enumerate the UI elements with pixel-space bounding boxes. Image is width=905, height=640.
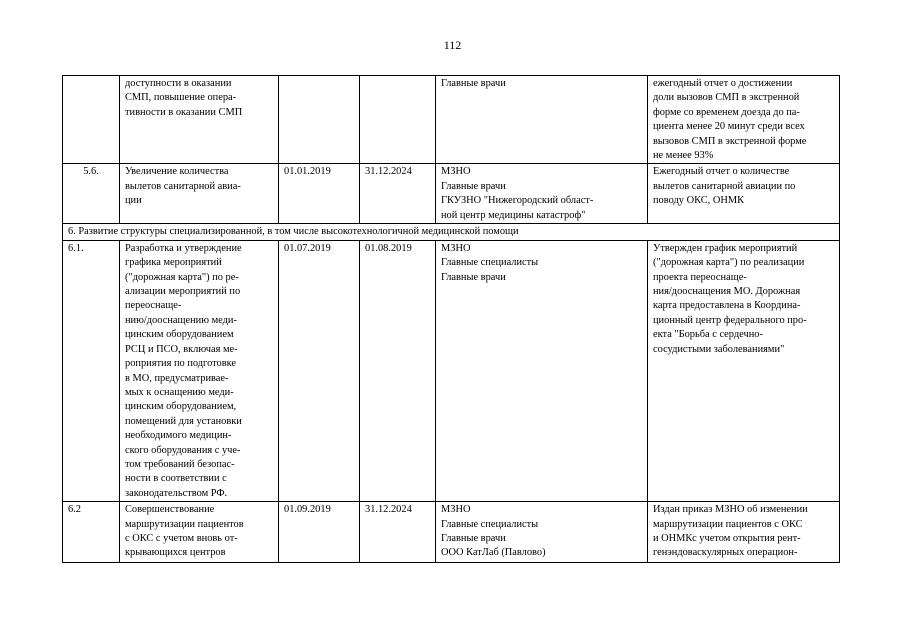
start-date-cell: 01.01.2019	[279, 164, 360, 224]
event-line: маршрутизации пациентов	[125, 518, 244, 530]
measures-table	[62, 75, 840, 563]
responsible-line: Главные специалисты	[441, 518, 539, 530]
responsible-line: ной центр медицины катастроф"	[441, 209, 586, 221]
result-cell	[648, 502, 840, 563]
responsible-line: Главные врачи	[441, 532, 506, 544]
event-line: Разработка и утверждение	[125, 242, 242, 254]
event-line: ского оборудования с уче-	[125, 444, 241, 456]
event-cell	[120, 502, 279, 563]
end-date-cell	[360, 76, 436, 164]
table-row	[63, 240, 840, 501]
event-line: крывающихся центров	[125, 547, 226, 559]
event-line: цинским оборудованием	[125, 329, 234, 341]
event-line: том требований безопас-	[125, 458, 235, 470]
result-line: ния/дооснащения МО. Дорожная	[653, 286, 801, 298]
row-number: 6.2	[63, 502, 120, 563]
event-line: ности в соответствии с	[125, 473, 227, 485]
event-line: ("дорожная карта") по ре-	[125, 271, 239, 283]
event-line: ализации мероприятий по	[125, 286, 241, 298]
result-line: вылетов санитарной авиации по	[653, 180, 796, 192]
responsible-line: Главные врачи	[441, 180, 506, 192]
responsible-line: ООО КатЛаб (Павлово)	[441, 547, 546, 559]
event-line: с ОКС с учетом вновь от-	[125, 532, 238, 544]
result-line: генэндоваскулярных операцион-	[653, 547, 798, 559]
result-line: ("дорожная карта") по реализации	[653, 257, 805, 269]
event-line: цинским оборудованием,	[125, 401, 237, 413]
result-line: не менее 93%	[653, 150, 714, 162]
result-line: Ежегодный отчет о количестве	[653, 166, 790, 178]
responsible-line: МЗНО	[441, 242, 471, 254]
event-line: доступности в оказании	[125, 78, 232, 89]
row-number: 5.6.	[63, 164, 120, 224]
responsible-cell	[436, 164, 648, 224]
result-line: проекта переоснаще-	[653, 271, 747, 283]
section-title: 6. Развитие структуры специализированной, в том числе высокотехнологичной медицинской помощи	[63, 224, 840, 240]
event-line: в МО, предусматривае-	[125, 372, 229, 384]
event-line: графика мероприятий	[125, 257, 222, 269]
row-number: 6.1.	[63, 240, 120, 501]
result-line: ционный центр федерального про-	[653, 314, 807, 326]
event-line: нию/дооснащению меди-	[125, 314, 237, 326]
result-line: Издан приказ МЗНО об изменении	[653, 504, 808, 516]
responsible-line: МЗНО	[441, 504, 471, 516]
result-line: вызовов СМП в экстренной форме	[653, 135, 807, 147]
event-line: роприятия по подготовке	[125, 358, 237, 370]
responsible-cell	[436, 76, 648, 164]
event-line: Совершенствование	[125, 504, 215, 516]
event-cell	[120, 240, 279, 501]
responsible-line: ГКУЗНО "Нижегородский област-	[441, 195, 594, 207]
result-line: сосудистыми заболеваниями"	[653, 343, 785, 355]
end-date-cell: 31.12.2024	[360, 164, 436, 224]
end-date-cell: 01.08.2019	[360, 240, 436, 501]
responsible-cell	[436, 240, 648, 501]
event-line: переоснаще-	[125, 300, 182, 312]
result-cell	[648, 164, 840, 224]
result-line: поводу ОКС, ОНМК	[653, 195, 745, 207]
event-cell	[120, 76, 279, 164]
table-row	[63, 502, 840, 563]
result-line: и ОНМКс учетом открытия рент-	[653, 532, 801, 544]
end-date-cell: 31.12.2024	[360, 502, 436, 563]
event-line: необходимого медицин-	[125, 430, 232, 442]
event-line: СМП, повышение опера-	[125, 92, 237, 104]
responsible-line: Главные специалисты	[441, 257, 539, 269]
result-cell	[648, 76, 840, 164]
result-line: екта "Борьба с сердечно-	[653, 329, 763, 341]
event-line: законодательством РФ.	[125, 487, 228, 499]
section-row	[63, 224, 840, 240]
responsible-cell	[436, 502, 648, 563]
event-cell	[120, 164, 279, 224]
event-line: мых к оснащению меди-	[125, 386, 234, 398]
result-line: маршрутизации пациентов с ОКС	[653, 518, 803, 530]
event-line: вылетов санитарной авиа-	[125, 180, 241, 192]
result-line: циента менее 20 минут среди всех	[653, 121, 805, 133]
responsible-line: Главные врачи	[441, 78, 506, 89]
row-number	[63, 76, 120, 164]
event-line: тивности в оказании СМП	[125, 106, 243, 118]
page-number: 112	[443, 38, 462, 52]
start-date-cell	[279, 76, 360, 164]
result-line: ежегодный отчет о достижении	[653, 78, 793, 89]
result-line: Утвержден график мероприятий	[653, 242, 798, 254]
result-cell	[648, 240, 840, 501]
start-date-cell: 01.07.2019	[279, 240, 360, 501]
result-line: карта предоставлена в Координа-	[653, 300, 801, 312]
event-line: Увеличение количества	[125, 166, 229, 178]
table-row	[63, 164, 840, 224]
table-row	[63, 76, 840, 164]
event-line: помещений для установки	[125, 415, 242, 427]
result-line: форме со временем доезда до па-	[653, 106, 800, 118]
start-date-cell: 01.09.2019	[279, 502, 360, 563]
event-line: ции	[125, 195, 142, 207]
responsible-line: МЗНО	[441, 166, 471, 178]
event-line: РСЦ и ПСО, включая ме-	[125, 343, 238, 355]
responsible-line: Главные врачи	[441, 271, 506, 283]
result-line: доли вызовов СМП в экстренной	[653, 92, 800, 104]
